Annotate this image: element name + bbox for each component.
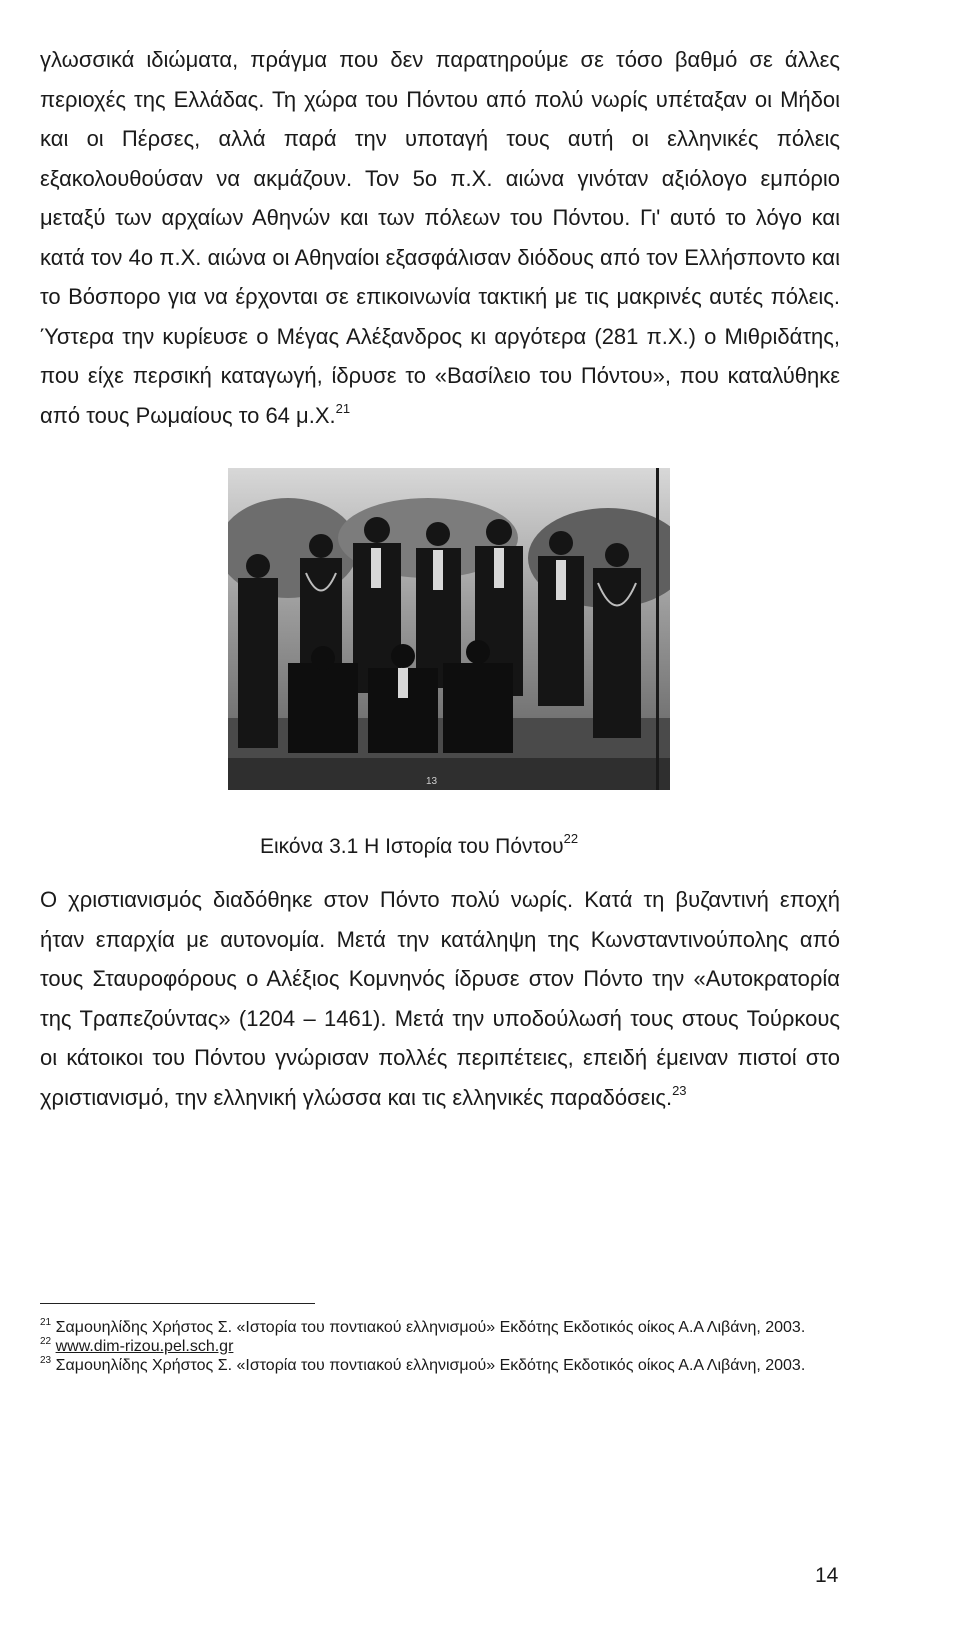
footnote-number: 23 [40, 1355, 52, 1366]
footnote-21 [40, 1318, 840, 1337]
footnote-ref-22: 22 [563, 831, 579, 846]
body-paragraph-1 [40, 40, 840, 435]
footnote-ref-21: 21 [335, 400, 351, 416]
paragraph-2-text: Ο χριστιανισμός διαδόθηκε στον Πόντο πολύ νωρίς. Κατά τη βυζαντινή εποχή ήταν επαρχία με αυτονομία. Μετά την κατάληψη της Κωνσταντινούπολης από τους Σταυροφόρους ο Αλέξιος Κομνηνός ίδρυσε στον Πόντο την «Αυτοκρατορία της Τραπεζούντας» (1204 – 1461). Μετά την υποδούλωσή τους στους Τούρκους οι κάτοικοι του Πόντου γνώρισαν πολλές περιπέτειες, επειδή έμειναν πιστοί στο χριστιανισμό, την ελληνική γλώσσα και τις ελληνικές παραδόσεις. [40, 887, 840, 1110]
paragraph-1-text: γλωσσικά ιδιώματα, πράγμα που δεν παρατηρούμε σε τόσο βαθμό σε άλλες περιοχές της Ελλάδας. Τη χώρα του Πόντου από πολύ νωρίς υπέταξαν οι Μήδοι και οι Πέρσες, αλλά παρά την υποταγή τους αυτή οι ελληνικές πόλεις εξακολουθούσαν να ακμάζουν. Τον 5ο π.Χ. αιώνα γινόταν αξιόλογο εμπόριο μεταξύ των αρχαίων Αθηνών και των πόλεων του Πόντου. Γι' αυτό το λόγο και κατά τον 4ο π.Χ. αιώνα οι Αθηναίοι εξασφάλισαν διόδους από τον Ελλήσποντο και το Βόσπορο για να έρχονται σε επικοινωνία τακτική με τις μακρινές αυτές πόλεις. Ύστερα την κυρίευσε ο Μέγας Αλέξανδρος κι αργότερα (281 π.Χ.) ο Μιθριδάτης, που είχε περσική καταγωγή, ίδρυσε το «Βασίλειο του Πόντου», που καταλύθηκε από τους Ρωμαίους το 64 μ.Χ. [40, 47, 840, 428]
footnote-22 [40, 1337, 840, 1356]
footnote-number: 21 [40, 1317, 52, 1328]
footnote-text: Σαμουηλίδης Χρήστος Σ. «Ιστορία του ποντιακού ελληνισμού» Εκδότης Εκδοτικός οίκος Α.Α Λιβάνη, 2003. [55, 1357, 806, 1374]
photo-corner-number: 13 [426, 776, 438, 787]
footnote-separator [40, 1303, 315, 1304]
footnote-text: Σαμουηλίδης Χρήστος Σ. «Ιστορία του ποντιακού ελληνισμού» Εκδότης Εκδοτικός οίκος Α.Α Λιβάνη, 2003. [55, 1319, 806, 1336]
footnote-23 [40, 1356, 840, 1375]
historical-group-photo [228, 468, 670, 790]
figure-caption-text: Εικόνα 3.1 Η Ιστορία του Πόντου [260, 835, 564, 858]
footnotes-section [40, 1318, 840, 1375]
page-number: 14 [815, 1564, 839, 1587]
figure-caption [260, 831, 579, 859]
footnote-number: 22 [40, 1336, 52, 1347]
footnote-link[interactable]: www.dim-rizou.pel.sch.gr [55, 1338, 234, 1355]
body-paragraph-2 [40, 880, 840, 1117]
footnote-ref-23: 23 [672, 1082, 687, 1098]
